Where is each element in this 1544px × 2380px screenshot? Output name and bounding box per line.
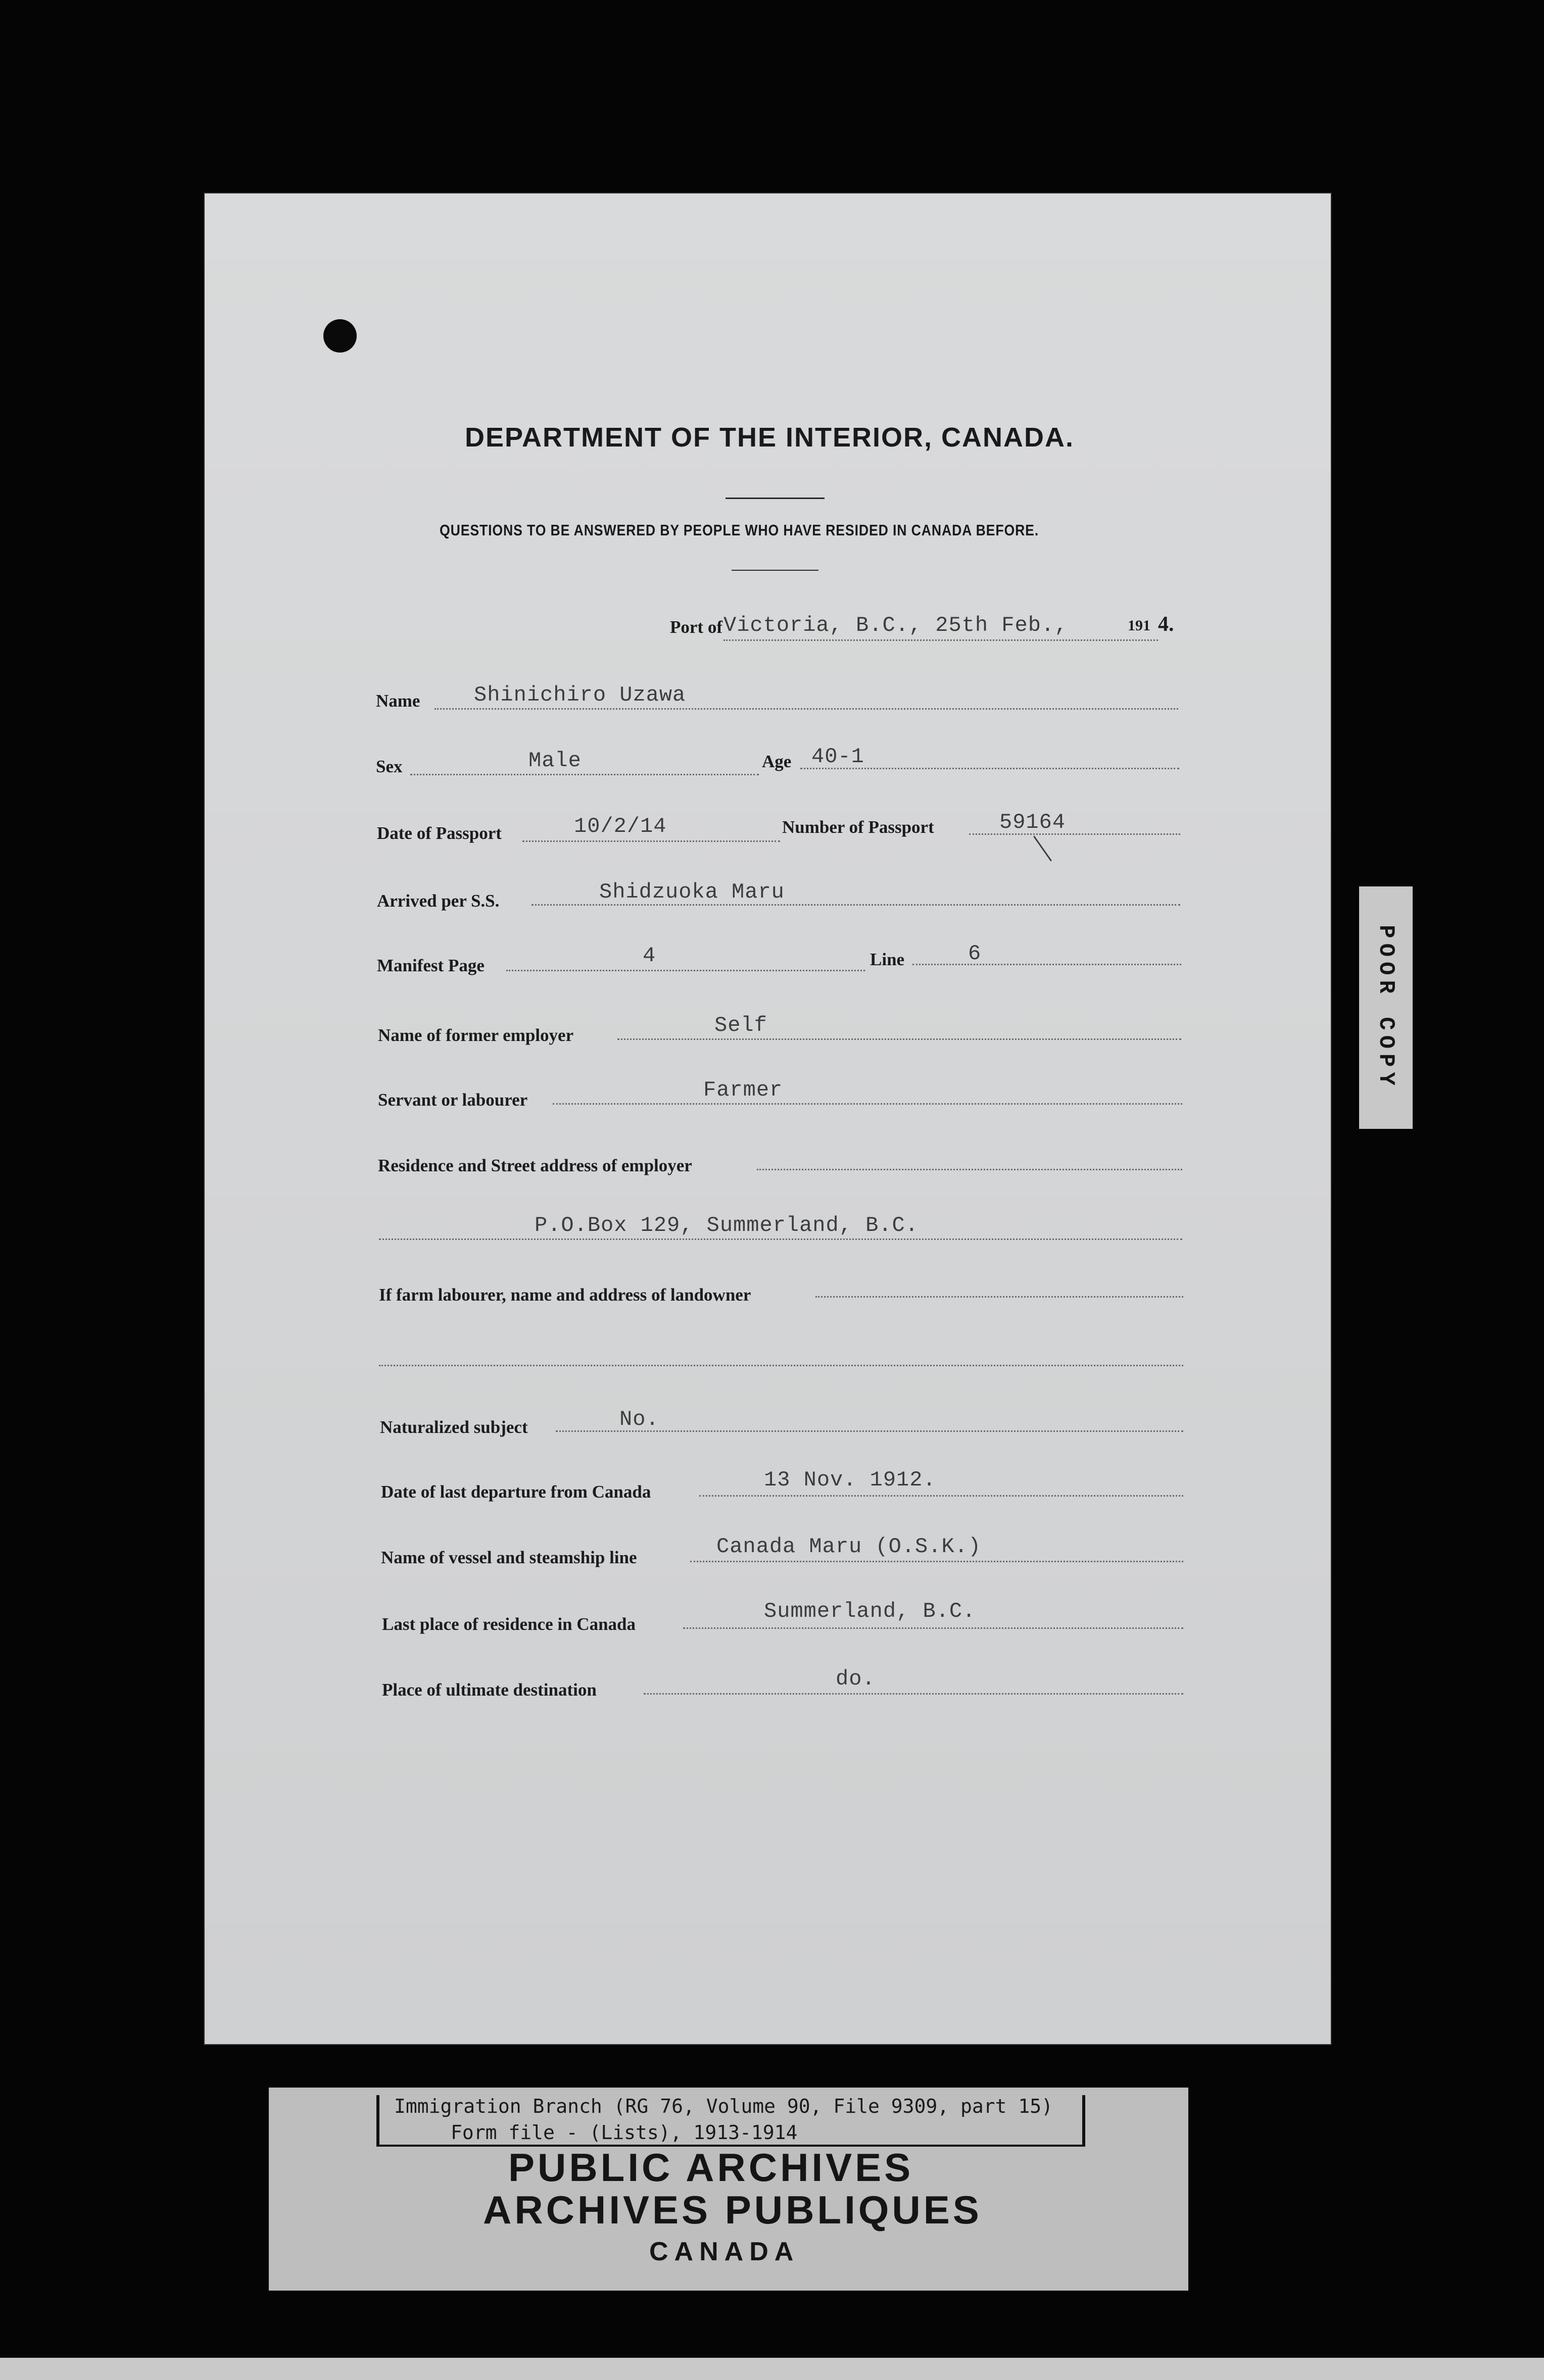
landowner-line-1	[815, 1296, 1183, 1298]
age-label: Age	[762, 752, 792, 771]
vessel-label: Name of vessel and steamship line	[381, 1548, 637, 1567]
vessel-value: Canada Maru (O.S.K.)	[716, 1534, 982, 1559]
destination-label: Place of ultimate destination	[382, 1680, 597, 1700]
film-edge	[0, 2358, 1544, 2380]
punch-hole	[323, 319, 357, 353]
passport-date-label: Date of Passport	[377, 823, 502, 843]
line-value: 6	[968, 941, 982, 966]
passport-date-value: 10/2/14	[574, 814, 667, 838]
vessel-line	[690, 1561, 1183, 1562]
employer-address-label: Residence and Street address of employer	[378, 1156, 692, 1175]
archive-reference: Immigration Branch (RG 76, Volume 90, File 9309, part 15)	[394, 2095, 1053, 2117]
last-departure-label: Date of last departure from Canada	[381, 1482, 651, 1502]
naturalized-label: Naturalized subject	[380, 1417, 528, 1437]
form-paper	[205, 193, 1331, 2044]
stamp-bracket-right	[1082, 2095, 1085, 2146]
manifest-page-value: 4	[643, 944, 656, 968]
name-label: Name	[376, 691, 420, 711]
name-value: Shinichiro Uzawa	[474, 683, 686, 707]
passport-number-label: Number of Passport	[782, 817, 934, 837]
port-label: Port of	[670, 617, 722, 637]
landowner-label: If farm labourer, name and address of landowner	[379, 1285, 751, 1305]
line-line	[912, 964, 1181, 965]
arrived-line	[532, 904, 1180, 906]
department-heading: DEPARTMENT OF THE INTERIOR, CANADA.	[465, 422, 1074, 453]
heading-rule-bottom	[732, 570, 818, 571]
form-subtitle: QUESTIONS TO BE ANSWERED BY PEOPLE WHO HAVE RESIDED IN CANADA BEFORE.	[440, 521, 1039, 539]
last-departure-line	[699, 1495, 1183, 1497]
destination-line	[644, 1693, 1183, 1695]
last-residence-line	[683, 1627, 1183, 1629]
port-value: Victoria, B.C., 25th Feb.,	[723, 613, 1068, 637]
year-prefix: 191	[1128, 617, 1150, 634]
year-suffix: 4.	[1158, 613, 1174, 636]
landowner-line-2	[379, 1365, 1183, 1366]
employer-address-line-2	[379, 1238, 1182, 1240]
servant-labourer-line	[553, 1103, 1182, 1105]
line-label: Line	[870, 950, 905, 969]
passport-number-value: 59164	[999, 810, 1066, 834]
last-residence-value: Summerland, B.C.	[764, 1599, 976, 1623]
last-departure-value: 13 Nov. 1912.	[764, 1468, 936, 1492]
archive-file: Form file - (Lists), 1913-1914	[451, 2121, 798, 2144]
arrived-value: Shidzuoka Maru	[599, 880, 785, 904]
arrived-label: Arrived per S.S.	[377, 891, 500, 911]
manifest-page-line	[506, 970, 865, 971]
servant-labourer-label: Servant or labourer	[378, 1090, 528, 1110]
archive-country: CANADA	[649, 2237, 800, 2266]
age-value: 40-1	[811, 745, 864, 769]
destination-value: do.	[836, 1667, 876, 1691]
poor-copy-label: POOR COPY	[1373, 925, 1398, 1090]
manifest-page-label: Manifest Page	[377, 956, 485, 975]
former-employer-label: Name of former employer	[378, 1025, 574, 1045]
employer-address-value: P.O.Box 129, Summerland, B.C.	[535, 1213, 919, 1237]
archive-title-en: PUBLIC ARCHIVES	[508, 2145, 914, 2190]
employer-address-line-1	[757, 1169, 1182, 1170]
sex-value: Male	[528, 749, 582, 773]
port-line	[723, 639, 1158, 641]
sex-label: Sex	[376, 757, 403, 776]
servant-labourer-value: Farmer	[703, 1078, 783, 1102]
last-residence-label: Last place of residence in Canada	[382, 1614, 636, 1634]
sex-line	[410, 774, 759, 775]
stamp-bracket-left	[376, 2095, 379, 2146]
former-employer-line	[617, 1038, 1181, 1040]
naturalized-value: No.	[619, 1407, 659, 1431]
passport-date-line	[522, 840, 780, 842]
name-line	[435, 708, 1178, 710]
archive-title-fr: ARCHIVES PUBLIQUES	[483, 2188, 982, 2232]
former-employer-value: Self	[714, 1013, 767, 1037]
heading-rule-top	[726, 498, 825, 499]
